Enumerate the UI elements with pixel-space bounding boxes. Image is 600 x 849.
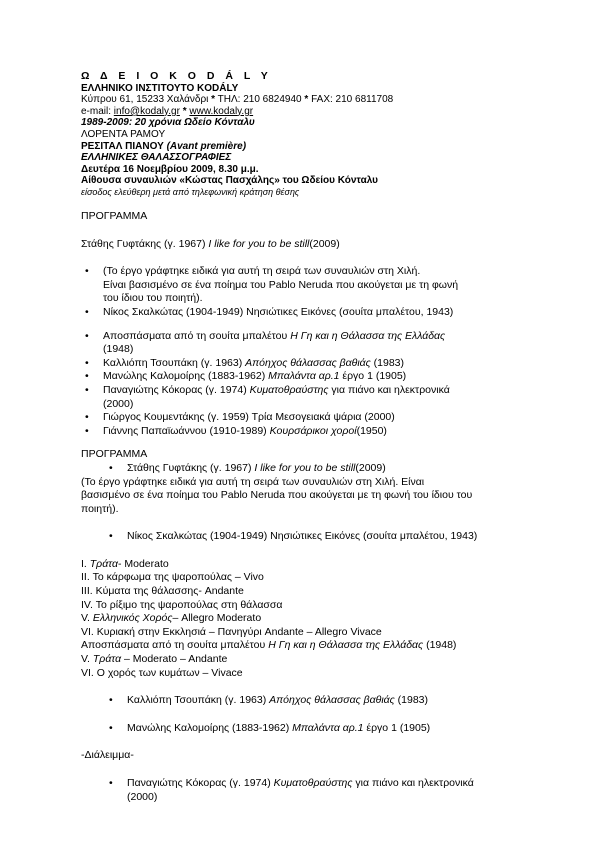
institute-name: ΕΛΛΗΝΙΚΟ ΙΝΣΤΙΤΟΥΤΟ KODÁLY <box>81 82 239 94</box>
list-item: • Παναγιώτης Κόκορας (γ. 1974) Κυματοθραύστης για πιάνο και ηλεκτρονικά (2000) <box>81 384 526 411</box>
concert-venue: Αίθουσα συναυλιών «Κώστας Πασχάλης» του Ωδείου Κόνταλυ <box>81 175 378 187</box>
conservatory-title: Ω Δ Ε Ι Ο K O D Á L Y <box>81 70 272 82</box>
letterhead <box>81 71 561 199</box>
list-item: • Στάθης Γυφτάκης (γ. 1967) I like for you to be still(2009) <box>81 462 526 476</box>
email-link[interactable]: info@kodaly.gr <box>113 105 180 117</box>
list-item: • Αποσπάσματα από τη σουίτα μπαλέτου Η Γη και η Θάλασσα της Ελλάδας (1948) <box>81 330 526 357</box>
separator-star: * <box>182 105 187 117</box>
program-heading: ΠΡΟΓΡΑΜΜΑ <box>81 448 148 461</box>
list-item: • (Το έργο γράφτηκε ειδικά για αυτή τη σειρά των συναυλιών στη Χιλή. Είναι βασισμένο σε ένα ποίημα του Pablo Neruda που ακούγεται με τη φωνή του ίδιου του ποιητή). <box>81 265 526 306</box>
movement-line: I. Τράτα- Moderato <box>81 557 169 570</box>
list-item: • Παναγιώτης Κόκορας (γ. 1974) Κυματοθραύστης για πιάνο και ηλεκτρονικά (2000) <box>81 777 526 804</box>
movement-line: V. Τράτα – Moderato – Andante <box>81 653 228 666</box>
list-item: • Καλλιόπη Τσουπάκη (γ. 1963) Απόηχος θάλασσας βαθιάς (1983) <box>81 694 526 708</box>
recital-title: ΡΕΣΙΤΑΛ ΠΙΑΝΟΥ <box>81 140 164 152</box>
separator-star: * <box>211 94 216 106</box>
movement-line: VI. Ο χορός των κυμάτων – Vivace <box>81 666 243 679</box>
contact-line <box>81 94 561 106</box>
list-item: • Νίκος Σκαλκώτας (1904-1949) Νησιώτικες Εικόνες (σουίτα μπαλέτου, 1943) <box>81 306 526 320</box>
email-line <box>81 106 561 118</box>
work-note: (Το έργο γράφτηκε ειδικά για αυτή τη σειρά των συναυλιών στη Χιλή. Είναι βασισμένο σε ένα ποίημα του Pablo Neruda που ακούγεται με τη φωνή του ίδιου του ποιητή). <box>81 475 473 515</box>
movement-line: II. Το κάρφωμα της ψαροπούλας – Vivo <box>81 571 264 584</box>
telephone: ΤΗΛ: 210 6824940 <box>217 94 302 106</box>
movement-line: Αποσπάσματα από τη σουίτα μπαλέτου Η Γη και η Θάλασσα της Ελλάδας (1948) <box>81 639 457 652</box>
list-item: • Γιώργος Κουμεντάκης (γ. 1959) Τρία Μεσογειακά ψάρια (2000) <box>81 411 526 425</box>
list-item: • Μανώλης Καλομοίρης (1883-1962) Μπαλάντα αρ.1 έργο 1 (1905) <box>81 370 526 384</box>
email-label: e-mail: <box>81 105 112 117</box>
address: Κύπρου 61, 15233 Χαλάνδρι <box>81 94 209 106</box>
premiere-label: (Avant première) <box>166 140 247 152</box>
list-item: • Γιάννης Παπαϊωάννου (1910-1989) Κουρσάρικοι χοροί(1950) <box>81 425 526 439</box>
website-link[interactable]: www.kodaly.gr <box>189 105 254 117</box>
list-item: • Νίκος Σκαλκώτας (1904-1949) Νησιώτικες Εικόνες (σουίτα μπαλέτου, 1943) <box>81 530 526 544</box>
movement-line: IV. Το ρίξιμο της ψαροπούλας στη θάλασσα <box>81 598 283 611</box>
fax: FAX: 210 6811708 <box>311 94 394 106</box>
movement-line: III. Κύματα της θάλασσης- Andante <box>81 585 244 598</box>
anniversary-line: 1989-2009: 20 χρόνια Ωδείο Κόνταλυ <box>81 117 255 129</box>
recital-line <box>81 141 561 153</box>
list-item: • Μανώλης Καλομοίρης (1883-1962) Μπαλάντα αρ.1 έργο 1 (1905) <box>81 722 526 736</box>
movement-line: V. Ελληνικός Χορός– Allegro Moderato <box>81 612 262 625</box>
separator-star: * <box>304 94 309 106</box>
program-item: Στάθης Γυφτάκης (γ. 1967) I like for you to be still(2009) <box>81 237 340 250</box>
entry-note: είσοδος ελεύθερη μετά από τηλεφωνική κράτηση θέσης <box>81 186 300 197</box>
program-heading: ΠΡΟΓΡΑΜΜΑ <box>81 210 148 222</box>
list-item: • Καλλιόπη Τσουπάκη (γ. 1963) Απόηχος θάλασσας βαθιάς (1983) <box>81 357 526 371</box>
program-body <box>81 210 526 804</box>
recital-theme: ΕΛΛΗΝΙΚΕΣ ΘΑΛΑΣΣΟΓΡΑΦΙΕΣ <box>81 152 232 164</box>
concert-date: Δευτέρα 16 Νοεμβρίου 2009, 8.30 μ.μ. <box>81 163 259 175</box>
movement-line: VI. Κυριακή στην Εκκλησιά – Πανηγύρι Andante – Allegro Vivace <box>81 625 382 638</box>
intermission: -Διάλειμμα- <box>81 749 134 762</box>
artist-name: ΛΟΡΕΝΤΑ ΡΑΜΟΥ <box>81 128 166 140</box>
